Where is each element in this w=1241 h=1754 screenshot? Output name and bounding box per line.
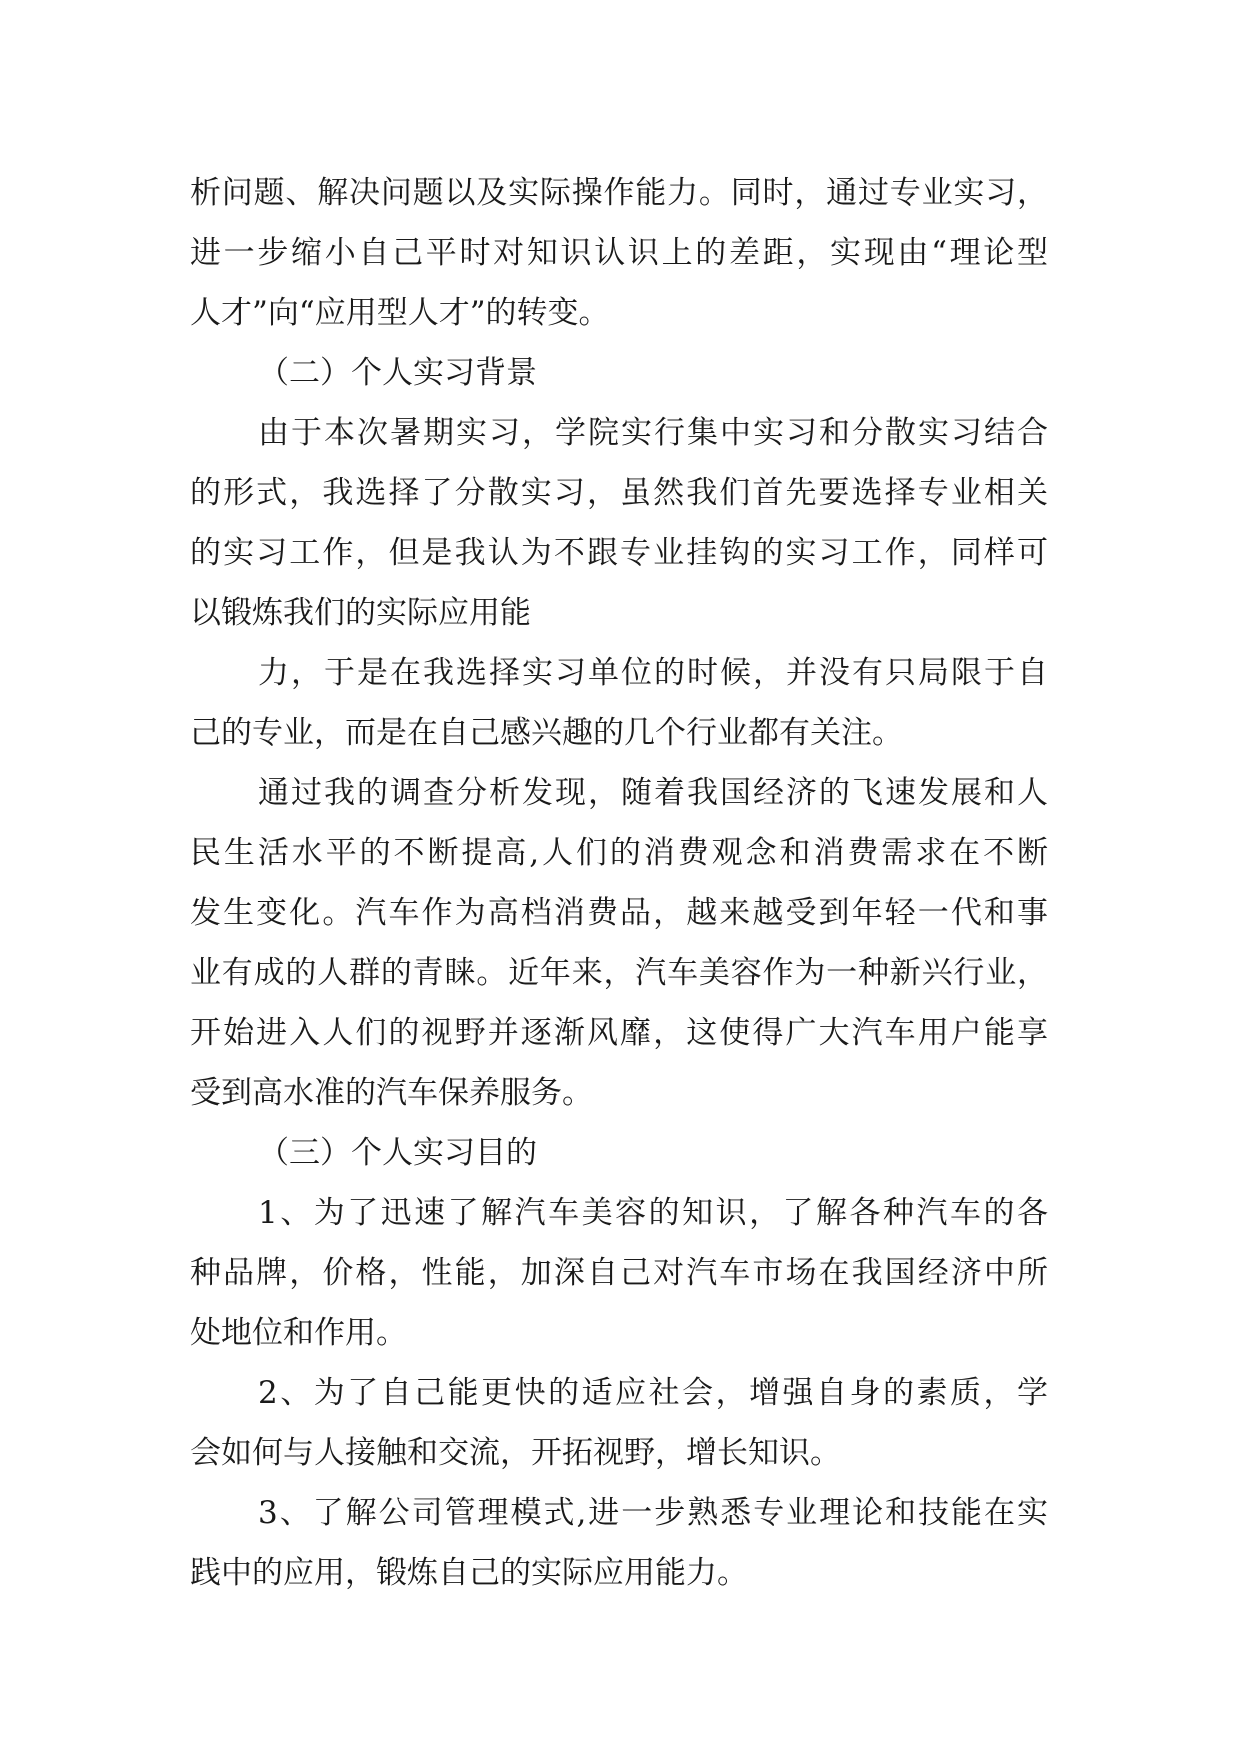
document-page <box>190 163 1048 1603</box>
text-line: 通过我的调查分析发现，随着我国经济的飞速发展和人 <box>258 775 1048 811</box>
text-line: 己的专业，而是在自己感兴趣的几个行业都有关注。 <box>190 715 903 751</box>
section-heading: （二）个人实习背景 <box>258 355 537 391</box>
text-line: 进一步缩小自己平时对知识认识上的差距，实现由“理论型 <box>190 235 1048 271</box>
text-line: 由于本次暑期实习，学院实行集中实习和分散实习结合 <box>258 415 1048 451</box>
list-item: 1、为了迅速了解汽车美容的知识，了解各种汽车的各 <box>258 1195 1048 1231</box>
text-line: 民生活水平的不断提高,人们的消费观念和消费需求在不断 <box>190 835 1048 871</box>
list-item: 2、为了自己能更快的适应社会，增强自身的素质，学 <box>258 1375 1048 1411</box>
text-line: 开始进入人们的视野并逐渐风靡，这使得广大汽车用户能享 <box>190 1015 1048 1051</box>
text-line: 践中的应用，锻炼自己的实际应用能力。 <box>190 1555 748 1591</box>
list-item: 3、了解公司管理模式,进一步熟悉专业理论和技能在实 <box>258 1495 1048 1531</box>
section-heading: （三）个人实习目的 <box>258 1135 537 1171</box>
text-line: 会如何与人接触和交流，开拓视野，增长知识。 <box>190 1435 841 1471</box>
text-line: 受到高水准的汽车保养服务。 <box>190 1075 593 1111</box>
text-line: 发生变化。汽车作为高档消费品，越来越受到年轻一代和事 <box>190 895 1048 931</box>
text-line: 的实习工作，但是我认为不跟专业挂钩的实习工作，同样可 <box>190 535 1048 571</box>
text-line: 的形式，我选择了分散实习，虽然我们首先要选择专业相关 <box>190 475 1048 511</box>
text-line: 力，于是在我选择实习单位的时候，并没有只局限于自 <box>258 655 1048 691</box>
text-line: 处地位和作用。 <box>190 1315 407 1351</box>
text-line: 析问题、解决问题以及实际操作能力。同时，通过专业实习， <box>190 175 1048 211</box>
text-line: 业有成的人群的青睐。近年来，汽车美容作为一种新兴行业， <box>190 955 1048 991</box>
text-line: 以锻炼我们的实际应用能 <box>190 595 531 631</box>
text-line: 种品牌，价格，性能，加深自己对汽车市场在我国经济中所 <box>190 1255 1048 1291</box>
text-line: 人才”向“应用型人才”的转变。 <box>190 295 610 331</box>
